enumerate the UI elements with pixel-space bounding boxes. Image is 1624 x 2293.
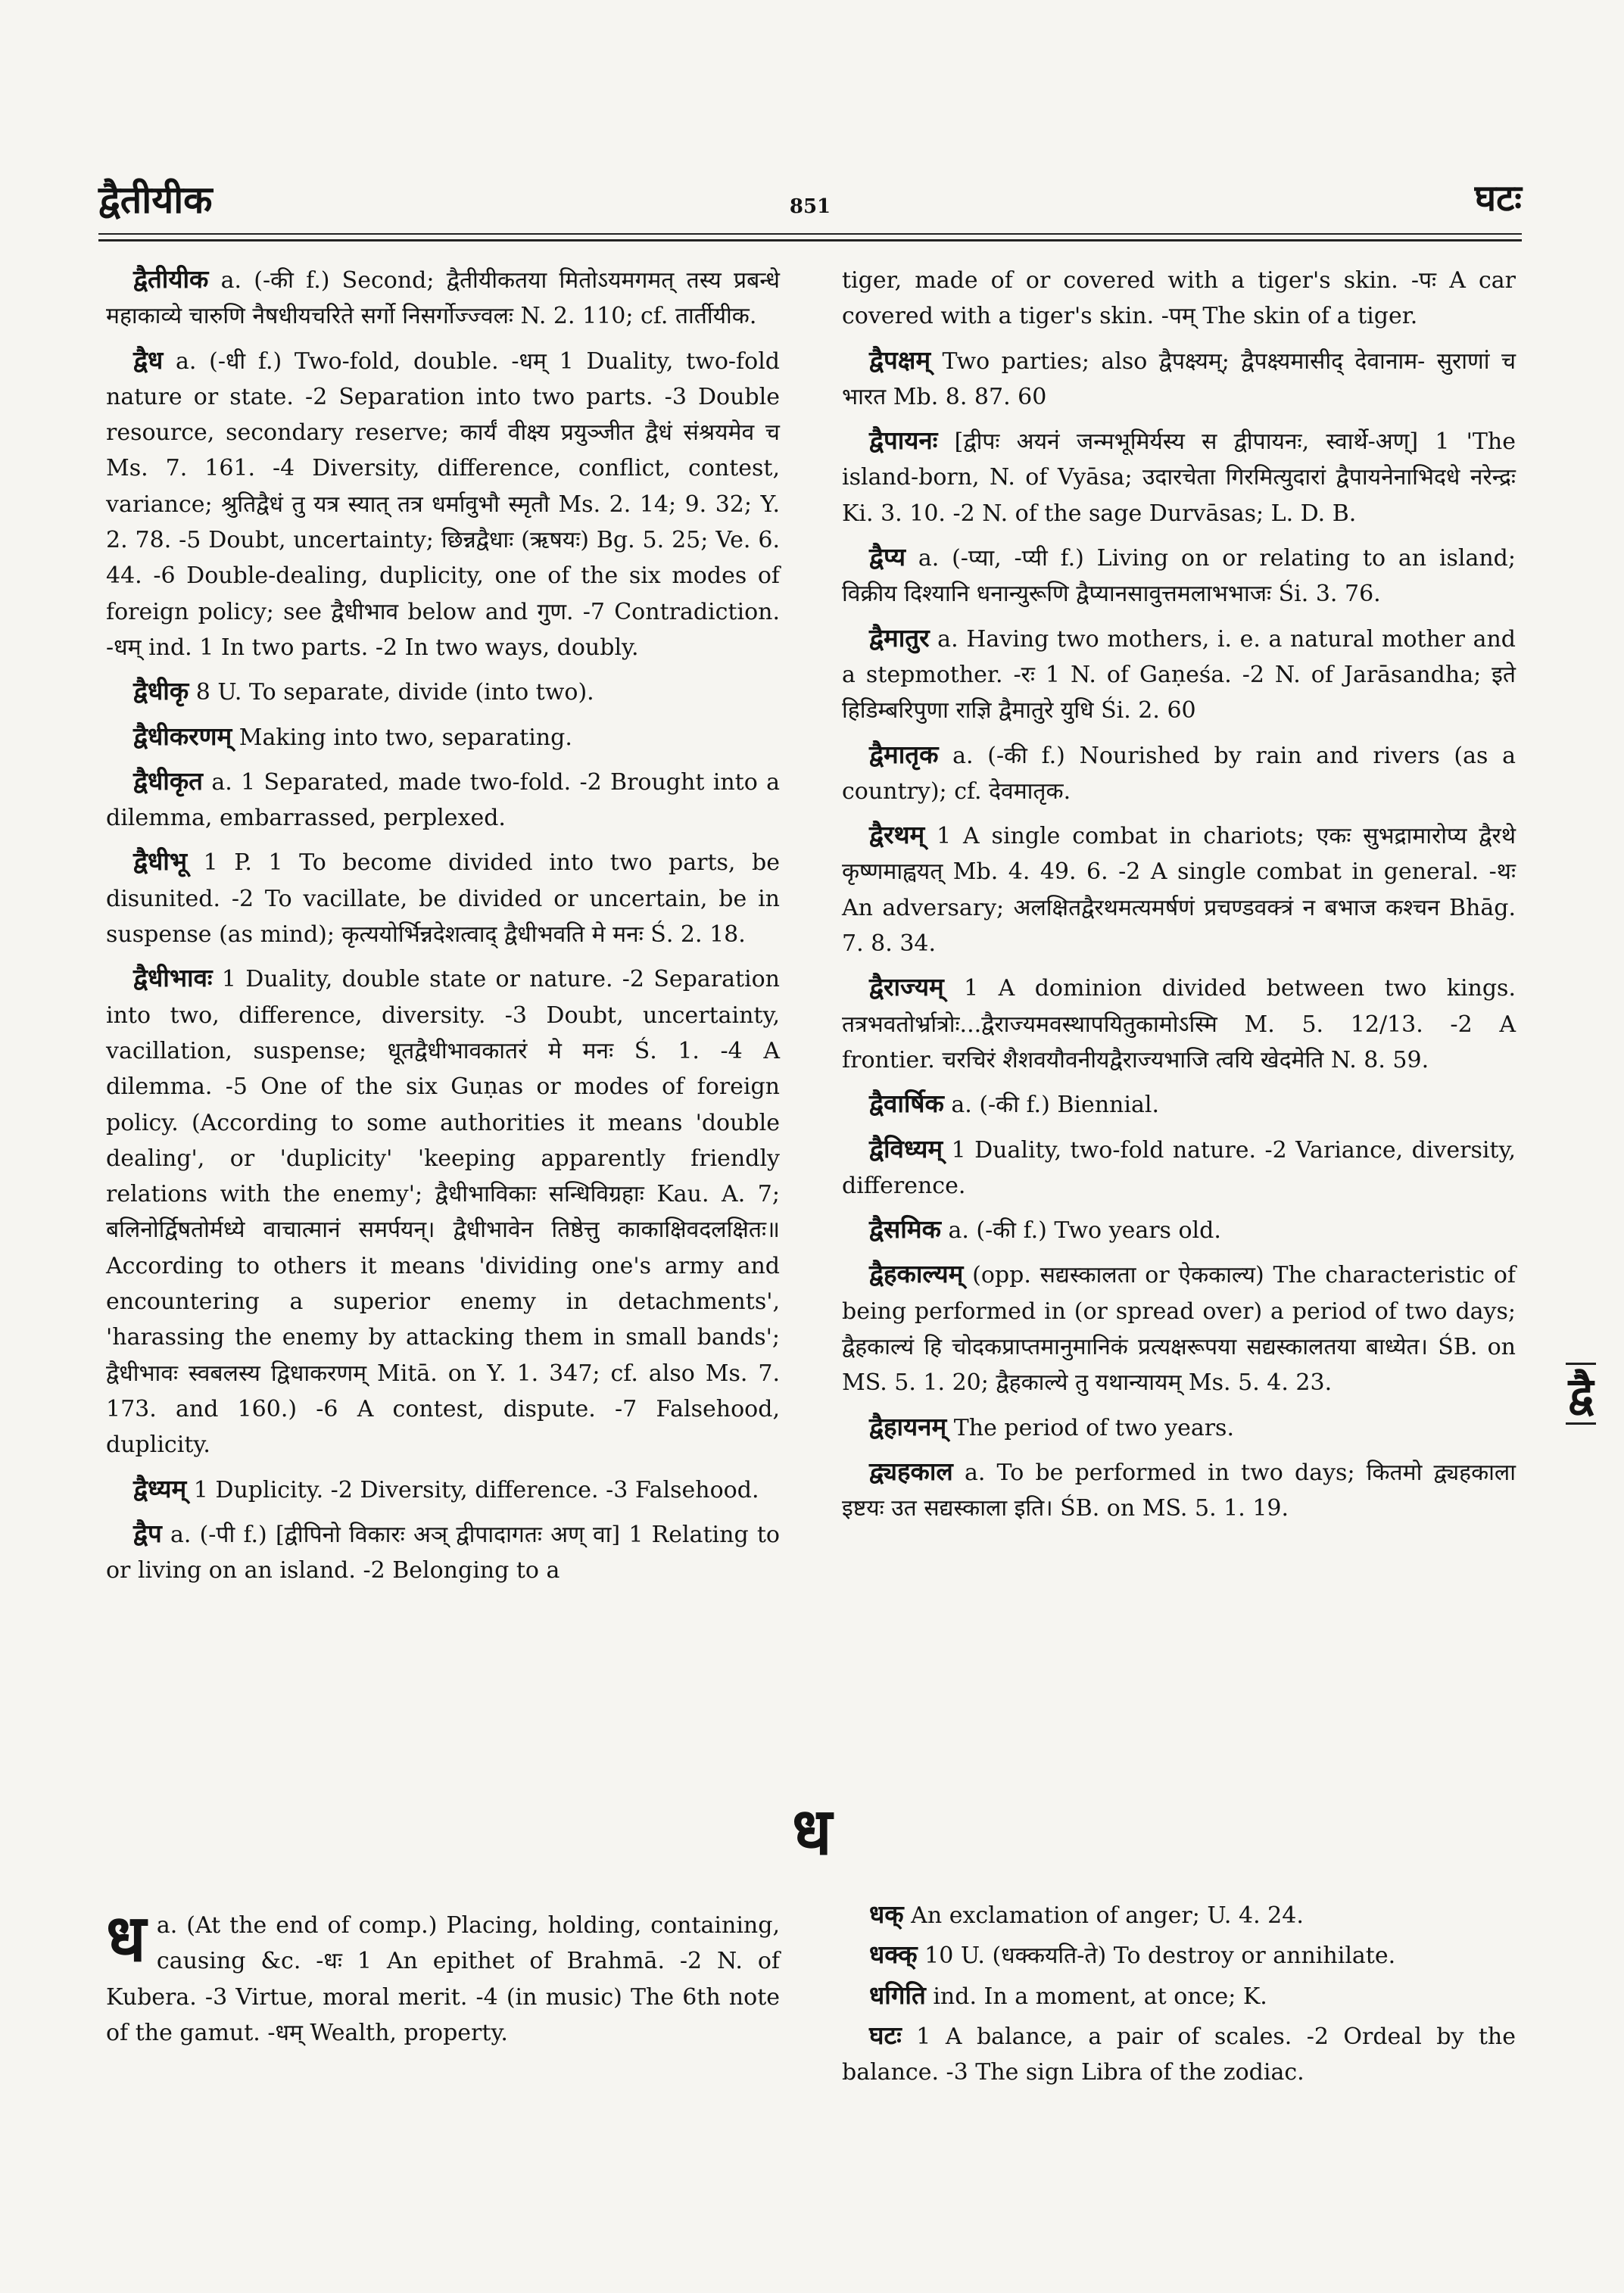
dict-entry: द्वैधीकृ 8 U. To separate, divide (into two). <box>133 676 594 706</box>
dict-entry: द्वैरथम् 1 A single combat in chariots; एकः सुभद्रामारोप्य द्वैरथे कृष्णमाह्वयत् Mb. 4. 49. 6. -2 A single combat in general. -थः An adversary; अलक्षितद्वैरथमत्यमर्षणं प्रचण्डवक्त्रं न बभाज कश्चन Bhāg. 7. 8. 34. <box>842 820 1516 958</box>
dict-entry: द्वैधीकृत a. 1 Separated, made two-fold. -2 Brought into a dilemma, embarrassed, perplexed. <box>106 765 780 832</box>
bottom-left-column <box>106 1900 780 2051</box>
dict-entry: द्वैधीकरणम् Making into two, separating. <box>133 721 572 751</box>
section-letter: ध <box>792 1793 832 1870</box>
dict-entry: द्वैमातुर a. Having two mothers, i. e. a natural mother and a stepmother. -रः 1 N. of Gaṇeśa. -2 N. of Jarāsandha; इते हिडिम्बरिपुणा राज्ञि द्वैमातुरे युधि Śi. 2. 60 <box>842 622 1516 724</box>
dict-entry: द्वैविध्यम् 1 Duality, two-fold nature. -2 Variance, diversity, difference. <box>842 1133 1516 1199</box>
dict-entry: धक् An exclamation of anger; U. 4. 24. <box>869 1899 1304 1929</box>
dict-entry-text: a. (At the end of comp.) Placing, holding, containing, causing &c. -धः 1 An epithet of Brahmā. -2 N. of Kubera. -3 Virtue, moral merit. -4 (in music) The 6th note of the gamut. -धम् Wealth, property. <box>106 1912 780 2046</box>
page-number: 851 <box>789 195 831 218</box>
dict-entry: द्वैध a. (-धी f.) Two-fold, double. -धम् 1 Duality, two-fold nature or state. -2 Separation into two parts. -3 Double resource, secondary reserve; कार्यं वीक्ष्य प्रयुञ्जीत द्वैधं संश्रयमेव च Ms. 7. 161. -4 Diversity, difference, conflict, contest, variance; श्रुतिद्वैधं तु यत्र स्यात् तत्र धर्मावुभौ स्मृतौ Ms. 2. 14; 9. 32; Y. 2. 78. -5 Doubt, uncertainty; छिन्नद्वैधाः (ऋषयः) Bg. 5. 25; Ve. 6. 44. -6 Double-dealing, duplicity, one of the six modes of foreign policy; see द्वैधीभाव below and गुण. -7 Contradiction. -धम् ind. 1 In two parts. -2 In two ways, doubly. <box>106 344 780 661</box>
dict-entry: धगिति ind. In a moment, at once; K. <box>869 1980 1267 2010</box>
dict-entry: घटः 1 A balance, a pair of scales. -2 Ordeal by the balance. -3 The sign Libra of the zodiac. <box>842 2020 1516 2086</box>
left-column <box>106 261 780 1596</box>
dict-entry: द्वैध्यम् 1 Duplicity. -2 Diversity, difference. -3 Falsehood. <box>133 1473 759 1503</box>
dict-entry: द्वैपायनः [द्वीपः अयनं जन्मभूमिर्यस्य स द्वीपायनः, स्वार्थे-अण्] 1 'The island-born, N. of Vyāsa; उदारचेता गिरमित्युदारां द्वैपायनेनाभिदधे नरेन्द्रः Ki. 3. 10. -2 N. of the sage Durvāsas; L. D. B. <box>842 425 1516 527</box>
bottom-right-column <box>842 1896 1516 2093</box>
dict-entry: द्वैधीभावः 1 Duality, double state or nature. -2 Separation into two, difference, diversity. -3 Doubt, uncertainty, vacillation, suspense; धूतद्वैधीभावकातरं मे मनः Ś. 1. -4 A dilemma. -5 One of the six Guṇas or modes of foreign policy. (According to some authorities it means 'double dealing', or 'duplicity' 'keeping apparently friendly relations with the enemy'; द्वैधीभाविकाः सन्धिविग्रहाः Kau. A. 7; बलिनोर्द्विषतोर्मध्ये वाचात्मानं समर्पयन्। द्वैधीभावेन तिष्ठेत्तु काकाक्षिवदलक्षितः॥ According to others it means 'dividing one's army and encountering a superior enemy in detachments', 'harassing the enemy by attacking them in small bands'; द्वैधीभावः स्वबलस्य द्विधाकरणम् Mitā. on Y. 1. 347; cf. also Ms. 7. 173. and 160.) -6 A contest, dispute. -7 Falsehood, duplicity. <box>106 963 780 1459</box>
header-rule-thick <box>98 239 1522 241</box>
dict-entry: द्वैराज्यम् 1 A dominion divided between two kings. तत्रभवतोर्भ्रात्रोः...द्वैराज्यमवस्थापयितुकामोऽस्मि M. 5. 12/13. -2 A frontier. चरचिरं शैशवयौवनीयद्वैराज्यभाजि त्वयि खेदमेति N. 8. 59. <box>842 972 1516 1073</box>
header-left-word: द्वैतीयीक <box>98 177 213 222</box>
dict-entry: द्व्यहकाल a. To be performed in two days; कितमो द्व्यहकाला इष्टयः उत सद्यस्काला इति। ŚB. on MS. 5. 1. 19. <box>842 1456 1516 1522</box>
dict-entry: द्वैमातृक a. (-की f.) Nourished by rain and rivers (as a country); cf. देवमातृक. <box>842 739 1516 805</box>
dict-entry: द्वैसमिक a. (-की f.) Two years old. <box>869 1214 1221 1245</box>
dict-entry: धक्क् 10 U. (धक्कयति-ते) To destroy or annihilate. <box>869 1939 1396 1970</box>
dict-entry: द्वैप्य a. (-प्या, -प्यी f.) Living on or relating to an island; विक्रीय दिश्यानि धनान्युरूणि द्वैप्यानसावुत्तमलाभभाजः Śi. 3. 76. <box>842 542 1516 608</box>
header-right-word: घटः <box>1474 177 1522 220</box>
dict-entry: द्वैहायनम् The period of two years. <box>869 1411 1234 1441</box>
dict-entry: द्वैहकाल्यम् (opp. सद्यस्कालता or ऐककाल्य) The characteristic of being performed in (or spread over) a period of two days; द्वैहकाल्यं हि चोदकप्राप्तमानुमानिकं प्रत्यक्षरूपया सद्यस्कालतया बाध्येत। ŚB. on MS. 5. 1. 20; द्वैहकाल्ये तु यथान्यायम् Ms. 5. 4. 23. <box>842 1259 1516 1397</box>
dict-entry: द्वैवार्षिक a. (-की f.) Biennial. <box>869 1089 1159 1119</box>
dict-entry: द्वैतीयीक a. (-की f.) Second; द्वैतीयीकतया मितोऽयमगमत् तस्य प्रबन्धे महाकाव्ये चारुणि नैषधीयचरिते सर्गो निसर्गोज्ज्वलः N. 2. 110; cf. तार्तीयीक. <box>106 264 780 330</box>
dict-entry-continued: tiger, made of or covered with a tiger's skin. -पः A car covered with a tiger's skin. -पम् The skin of a tiger. <box>842 267 1516 330</box>
header-rule-thin <box>98 233 1522 235</box>
dict-entry: द्वैपक्षम् Two parties; also द्वैपक्ष्यम्; द्वैपक्ष्यमासीद् देवानाम- सुराणां च भारत Mb. 8. 87. 60 <box>842 344 1516 410</box>
thumb-index-tab: द्वै <box>1566 1363 1596 1425</box>
dict-entry: द्वैधीभू 1 P. 1 To become divided into two parts, be disunited. -2 To vacillate, be divided or uncertain, be in suspense (as mind); कृत्ययोर्भिन्नदेशत्वाद् द्वैधीभवति मे मनः Ś. 2. 18. <box>106 846 780 949</box>
right-column <box>842 261 1516 1534</box>
page-header <box>98 173 1522 226</box>
dict-entry: द्वैप a. (-पी f.) [द्वीपिनो विकारः अञ् द्वीपादागतः अण् वा] 1 Relating to or living on an island. -2 Belonging to a <box>106 1518 780 1584</box>
drop-cap-letter: ध <box>106 1900 146 1977</box>
